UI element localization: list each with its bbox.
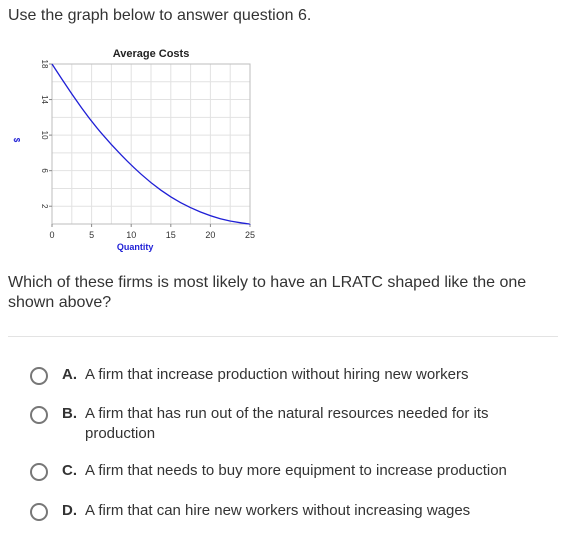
choice-d-text: A firm that can hire new workers without increasing wages [85,502,471,519]
x-tick-label: 5 [89,230,95,240]
choice-a-letter: A. [62,366,77,383]
question-intro: Use the graph below to answer question 6. [8,7,312,24]
question-text: Which of these firms is most likely to have an LRATC shaped like the one shown above? [8,274,527,311]
radio-b[interactable] [30,406,48,424]
choice-a-text: A firm that increase production without hiring new workers [85,366,469,383]
choice-b[interactable] [30,404,560,444]
choice-b-letter: B. [62,405,77,422]
y-tick-label: 6 [39,168,49,173]
choice-b-text: A firm that has run out of the natural resources needed for its production [85,405,489,442]
y-tick-label: 2 [39,203,49,209]
chart-svg [0,40,270,255]
choice-a[interactable] [30,365,560,385]
choice-d-letter: D. [62,502,77,519]
chart-title: Average Costs [112,48,190,60]
x-tick-label: 10 [126,230,137,240]
y-tick-label: 14 [39,95,49,105]
y-tick-label: 10 [39,130,49,140]
choice-c-text: A firm that needs to buy more equipment to increase production [85,462,507,479]
radio-d[interactable] [30,503,48,521]
choice-d[interactable] [30,501,560,521]
x-tick-label: 15 [165,230,176,240]
x-tick-label: 0 [49,230,55,240]
radio-a[interactable] [30,367,48,385]
choice-c-letter: C. [62,462,77,479]
radio-c[interactable] [30,463,48,481]
x-tick-label: 20 [205,230,216,240]
y-axis-label: $ [12,137,21,143]
choice-c[interactable] [30,461,560,481]
x-tick-label: 25 [244,230,256,240]
divider [8,336,558,337]
x-axis-label: Quantity [116,242,154,252]
y-tick-label: 18 [39,59,49,69]
average-costs-chart [0,40,270,255]
